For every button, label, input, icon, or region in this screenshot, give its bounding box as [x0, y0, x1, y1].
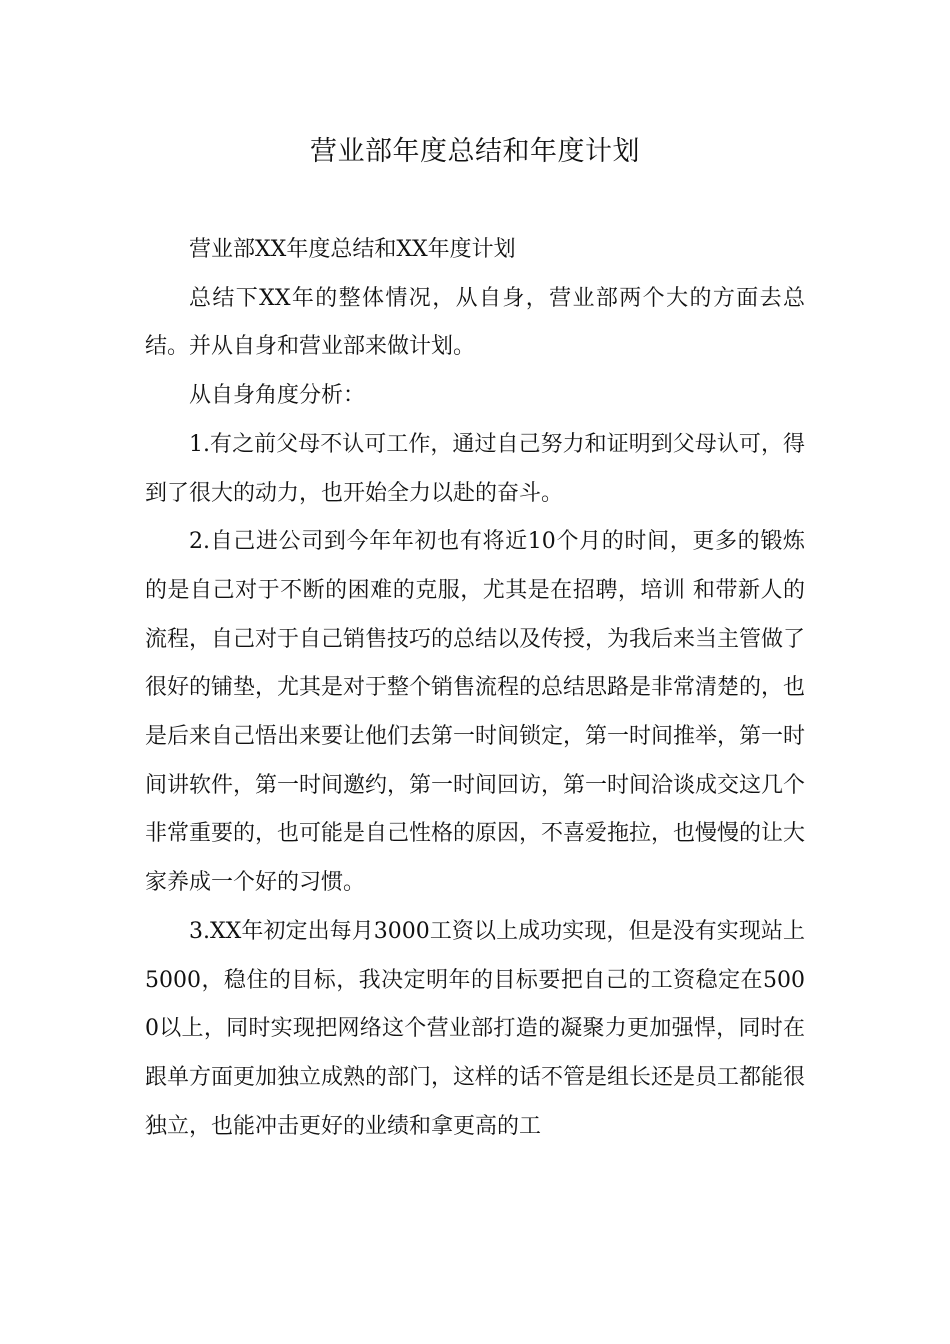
- paragraph-point-2: 2.自己进公司到今年年初也有将近10个月的时间，更多的锻炼的是自己对于不断的困难的克服，尤其是在招聘，培训 和带新人的流程，自己对于自己销售技巧的总结以及传授，为我后来当主管做了很好的铺垫，尤其是对于整个销售流程的总结思路是非常清楚的，也是后来自己悟出来要让他们去第一时间锁定，第一时间推举，第一时间讲软件，第一时间邀约，第一时间回访，第一时间洽谈成交这几个非常重要的，也可能是自己性格的原因，不喜爱拖拉，也慢慢的让大家养成一个好的习惯。: [145, 529, 806, 896]
- paragraph-point-3: 3.XX年初定出每月3000工资以上成功实现，但是没有实现站上5000，稳住的目标，我决定明年的目标要把自己的工资稳定在5000以上，同时实现把网络这个营业部打造的凝聚力更加强悍，同时在跟单方面更加独立成熟的部门，这样的话不管是组长还是员工都能很独立，也能冲击更好的业绩和拿更高的工: [145, 918, 806, 1139]
- paragraph-summary: 总结下XX年的整体情况，从自身，营业部两个大的方面去总结。并从自身和营业部来做计划。: [145, 285, 805, 360]
- paragraph-heading: 营业部XX年度总结和XX年度计划: [189, 237, 516, 262]
- paragraph-self-analysis: 从自身角度分析：: [189, 383, 366, 409]
- document-body: [145, 226, 805, 1151]
- paragraph-point-1: 1.有之前父母不认可工作，通过自己努力和证明到父母认可，得到了很大的动力，也开始全力以赴的奋斗。: [145, 431, 805, 506]
- page-title: 营业部年度总结和年度计划: [310, 136, 640, 167]
